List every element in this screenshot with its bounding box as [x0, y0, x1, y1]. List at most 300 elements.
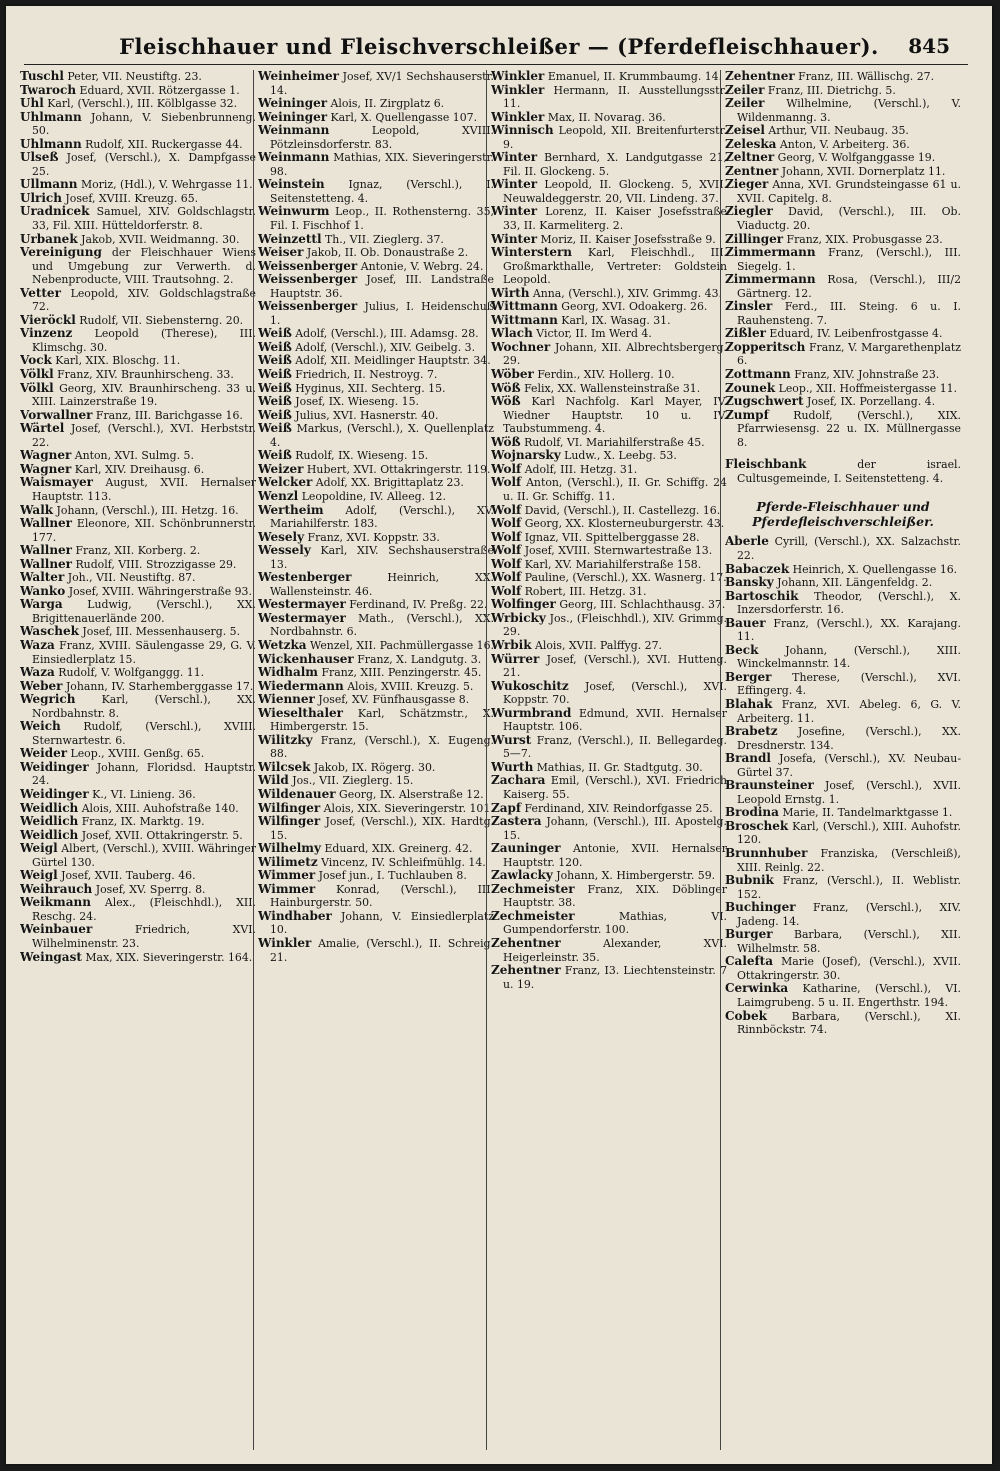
entry-surname: Wöß — [491, 394, 521, 409]
entry-surname: Ullmann — [20, 177, 78, 192]
entry-surname: Wild — [258, 773, 289, 788]
entry-surname: Zieger — [725, 177, 769, 192]
entry-details: Josefa, (Verschl.), XV. Neubau-Gürtel 37. — [737, 752, 961, 779]
entry-surname: Windhaber — [258, 908, 332, 923]
entry-details: Alois, XIII. Auhofstraße 140. — [78, 801, 239, 815]
directory-entry — [20, 84, 256, 98]
directory-entry — [258, 97, 494, 111]
directory-entry — [725, 725, 961, 752]
column-4 — [725, 70, 961, 1458]
directory-entry — [258, 693, 494, 707]
entry-surname: Wagner — [20, 461, 72, 476]
entry-details: Jakob, IX. Rögerg. 30. — [310, 760, 436, 774]
directory-entry — [491, 558, 727, 572]
column-divider — [253, 70, 254, 1450]
entry-details: Karl, XV. Mariahilferstraße 158. — [521, 557, 702, 571]
directory-entry — [725, 395, 961, 409]
directory-entry — [491, 585, 727, 599]
entry-details: Pauline, (Verschl.), XX. Wasnerg. 17. — [521, 571, 727, 585]
entry-surname: Zapf — [491, 800, 522, 815]
entry-surname: Wöber — [491, 367, 534, 382]
directory-entry — [491, 395, 727, 436]
directory-entry — [20, 585, 256, 599]
entry-details: Karl, XIV. Dreihausg. 6. — [71, 462, 205, 476]
entry-details: Adolf, (Verschl.), XV. Mariahilferstr. 183. — [270, 503, 494, 531]
directory-entry — [258, 246, 494, 260]
directory-entry — [725, 820, 961, 847]
entry-surname: Aberle — [725, 534, 769, 549]
directory-entry — [258, 869, 494, 883]
directory-entry — [258, 653, 494, 667]
directory-entry — [491, 70, 727, 84]
directory-entry — [491, 842, 727, 869]
entry-details: Leop., XII. Hoffmeistergasse 11. — [775, 381, 958, 395]
directory-entry — [258, 409, 494, 423]
directory-entry — [725, 300, 961, 327]
entry-surname: Brandl — [725, 751, 771, 766]
entry-surname: Weidinger — [20, 786, 89, 801]
directory-entry — [725, 671, 961, 698]
directory-entry — [20, 842, 256, 869]
entry-details: Franz, XVIII. Säulengasse 29, G. V. Einsiedlerplatz 15. — [32, 638, 256, 666]
entry-surname: Wallner — [20, 516, 73, 531]
entry-surname: Zauninger — [491, 841, 561, 856]
entry-surname: Wlach — [491, 326, 533, 341]
entry-surname: Zehentner — [491, 936, 561, 950]
entry-details: Johann, IV. Starhemberggasse 17. — [62, 679, 254, 693]
entry-details: Peter, VII. Neustiftg. 23. — [63, 70, 202, 83]
entry-surname: Ziegler — [725, 204, 773, 219]
entry-surname: Broschek — [725, 818, 789, 833]
entry-surname: Weiß — [258, 367, 292, 382]
entry-surname: Wolf — [491, 583, 522, 598]
directory-entry — [491, 382, 727, 396]
entry-surname: Wilfinger — [258, 814, 321, 829]
directory-entry — [725, 458, 961, 485]
entry-surname: Waza — [20, 665, 55, 680]
entry-surname: Uhlmann — [20, 136, 82, 151]
entry-details: Rudolf, VIII. Strozzigasse 29. — [72, 557, 237, 571]
entry-surname: Weider — [20, 746, 68, 761]
entry-details: Wilhelmine, (Verschl.), V. Wildenmanng. 3. — [737, 97, 961, 124]
entry-surname: Wurst — [491, 732, 532, 747]
directory-entry — [491, 639, 727, 653]
entry-details: Ignaz, (Verschl.), I. Seitenstetteng. 4. — [270, 178, 494, 205]
entry-surname: Babaczek — [725, 561, 790, 576]
directory-entry — [20, 409, 256, 423]
directory-entry — [258, 111, 494, 125]
directory-entry — [725, 382, 961, 396]
directory-entry — [258, 449, 494, 463]
directory-entry — [491, 544, 727, 558]
header-rule — [24, 64, 968, 65]
directory-entry — [258, 205, 494, 232]
directory-entry — [491, 246, 727, 287]
entry-details: Rudolf, XII. Ruckergasse 44. — [81, 137, 243, 151]
entry-surname: Wurmbrand — [491, 705, 572, 720]
entry-surname: Weihrauch — [20, 881, 93, 896]
entry-surname: Weidinger — [20, 759, 89, 774]
entry-details: Adolf, XII. Meidlinger Hauptstr. 34. — [291, 354, 491, 368]
directory-entry — [725, 535, 961, 562]
entry-surname: Weidlich — [20, 800, 79, 815]
directory-entry — [258, 639, 494, 653]
directory-entry — [725, 341, 961, 368]
directory-entry — [725, 205, 961, 232]
entry-surname: Urbanek — [20, 231, 78, 246]
entry-surname: Vock — [20, 353, 52, 368]
entry-surname: Brabetz — [725, 724, 778, 739]
directory-entry — [258, 680, 494, 694]
entry-surname: Uhl — [20, 96, 44, 111]
directory-entry — [20, 517, 256, 544]
directory-entry — [258, 260, 494, 274]
entry-surname: Brodina — [725, 805, 779, 820]
entry-surname: Winter — [491, 204, 538, 219]
directory-entry — [20, 70, 256, 84]
entry-details: Franz, XIV. Johnstraße 23. — [790, 368, 940, 382]
entry-details: Alex., (Fleischhdl.), XII. Reschg. 24. — [32, 896, 256, 923]
entry-details: Emanuel, II. Krummbaumg. 14. — [544, 70, 723, 83]
directory-entry — [258, 354, 494, 368]
directory-entry — [725, 368, 961, 382]
entry-details: Georg, IX. Alserstraße 12. — [335, 787, 484, 801]
entry-surname: Fleischbank — [725, 457, 807, 472]
entry-surname: Calefta — [725, 954, 773, 969]
entry-details: Eduard, IV. Leibenfrostgasse 4. — [765, 327, 943, 341]
directory-entry — [20, 111, 256, 138]
entry-surname: Ulrich — [20, 190, 62, 205]
directory-entry — [725, 644, 961, 671]
entry-details: Franz, (Verschl.), XX. Karajang. 11. — [737, 616, 961, 644]
directory-entry — [491, 504, 727, 518]
directory-entry — [725, 928, 961, 955]
entry-details: Friedrich, II. Nestroyg. 7. — [291, 368, 438, 382]
entry-details: Hyginus, XII. Sechterg. 15. — [291, 381, 446, 395]
entry-details: Josef, XVIII. Kreuzg. 65. — [61, 191, 199, 205]
entry-details: Franz, XIX. Döblinger Hauptstr. 38. — [503, 882, 727, 910]
entry-surname: Zeleska — [725, 136, 777, 151]
directory-entry — [258, 395, 494, 409]
directory-entry — [258, 151, 494, 178]
entry-surname: Wertheim — [258, 502, 324, 517]
entry-details: Heinrich, X. Quellengasse 16. — [789, 562, 958, 576]
entry-surname: Braunsteiner — [725, 778, 814, 793]
entry-surname: Wolf — [491, 475, 522, 490]
entry-details: der israel. Cultusgemeinde, I. Seitenstetteng. 4. — [737, 458, 961, 485]
directory-entry — [258, 233, 494, 247]
entry-surname: Zeiler — [725, 96, 765, 111]
entry-details: Lorenz, II. Kaiser Josefsstraße 33, II. Karmeliterg. 2. — [503, 205, 727, 233]
entry-surname: Völkl — [20, 367, 54, 382]
entry-surname: Weininger — [258, 96, 328, 111]
column-2 — [258, 70, 494, 1458]
directory-entry — [258, 910, 494, 937]
entry-surname: Zimmermann — [725, 245, 816, 260]
entry-details: Leopold, XIV. Goldschlagstraße 72. — [32, 286, 256, 314]
entry-surname: Wolf — [491, 502, 522, 517]
directory-entry — [258, 761, 494, 775]
directory-entry — [258, 273, 494, 300]
entry-details: Karl, Schätzmstr., X. Himbergerstr. 15. — [270, 706, 494, 734]
directory-entry — [258, 341, 494, 355]
entry-details: Johann, XVII. Dornerplatz 11. — [778, 164, 946, 178]
entry-surname: Cerwinka — [725, 981, 789, 996]
entry-surname: Bauer — [725, 615, 766, 630]
directory-entry — [258, 815, 494, 842]
entry-surname: Westermayer — [258, 610, 346, 625]
entry-surname: Wetzka — [258, 637, 307, 652]
entry-details: Moriz, II. Kaiser Josefsstraße 9. — [537, 232, 716, 246]
entry-details: Heinrich, XX. Wallensteinstr. 46. — [270, 571, 494, 598]
directory-entry — [725, 178, 961, 205]
directory-entry — [258, 612, 494, 639]
directory-entry — [491, 84, 727, 111]
entry-details: Theodor, (Verschl.), X. Inzersdorferstr. 16. — [737, 589, 961, 617]
entry-details: Max, XIX. Sieveringerstr. 164. — [81, 950, 253, 964]
entry-details: Franz, I3. Liechtensteinstr. 7 u. 19. — [503, 964, 727, 991]
entry-details: Karl, Fleischhdl., III. Großmarkthalle, Vertreter: Goldstein Leopold. — [503, 246, 727, 287]
directory-entry — [491, 205, 727, 232]
entry-details: Johann, X. Himbergerstr. 59. — [552, 869, 716, 883]
entry-details: Johann, (Verschl.), III. Hetzg. 16. — [53, 503, 239, 517]
directory-entry — [725, 165, 961, 179]
entry-details: Josef, XV/1 Sechshauserstr. 14. — [270, 70, 494, 97]
entry-surname: Wojnarsky — [491, 448, 561, 463]
directory-entry — [491, 815, 727, 842]
entry-details: David, (Verschl.), II. Castellezg. 16. — [521, 503, 721, 517]
entry-surname: Würrer — [491, 651, 540, 666]
directory-entry — [258, 368, 494, 382]
directory-entry — [20, 246, 256, 287]
directory-entry — [258, 883, 494, 910]
entry-details: Leopoldine, IV. Alleeg. 12. — [298, 489, 446, 503]
entry-surname: Weikmann — [20, 895, 91, 910]
entry-surname: Wessely — [258, 543, 311, 558]
directory-entry — [20, 761, 256, 788]
entry-details: Eduard, XVII. Rötzergasse 1. — [76, 83, 240, 97]
directory-entry — [20, 178, 256, 192]
entry-surname: Zehentner — [725, 70, 795, 83]
entry-details: Alois, XIX. Sieveringerstr. 101. — [320, 801, 494, 815]
entry-details: Marie (Josef), (Verschl.), XVII. Ottakringerstr. 30. — [737, 955, 961, 982]
entry-surname: Weininger — [258, 109, 328, 124]
entry-surname: Wegrich — [20, 692, 76, 707]
directory-entry — [258, 531, 494, 545]
entry-surname: Wolf — [491, 516, 522, 531]
directory-entry — [491, 300, 727, 314]
entry-details: Bernhard, X. Landgutgasse 21, Fil. II. Glockeng. 5. — [503, 151, 727, 178]
entry-details: Josef, IX. Wieseng. 15. — [291, 395, 419, 409]
entry-surname: Zastera — [491, 814, 542, 829]
directory-entry — [258, 774, 494, 788]
entry-details: Karl, XIX. Bloschg. 11. — [51, 354, 181, 368]
directory-entry — [725, 246, 961, 273]
directory-entry — [491, 341, 727, 368]
directory-entry — [20, 951, 256, 965]
directory-entry — [20, 598, 256, 625]
entry-surname: Wimmer — [258, 881, 316, 896]
directory-entry — [20, 368, 256, 382]
entry-details: Franz, XIX. Probusgasse 23. — [783, 232, 943, 246]
entry-surname: Vinzenz — [20, 326, 73, 341]
entry-details: Barbara, (Verschl.), XI. Rinnböckstr. 74. — [737, 1009, 961, 1037]
entry-surname: Zimmermann — [725, 272, 816, 287]
entry-details: Anton, (Verschl.), II. Gr. Schiffg. 24 u. II. Gr. Schiffg. 11. — [503, 476, 727, 503]
entry-details: Julius, XVI. Hasnerstr. 40. — [291, 408, 439, 422]
entry-surname: Wilimetz — [258, 854, 318, 869]
directory-entry — [258, 707, 494, 734]
entry-surname: Weiß — [258, 353, 292, 368]
entry-details: Rudolf, VII. Siebensterng. 20. — [75, 313, 244, 327]
directory-entry — [20, 504, 256, 518]
directory-entry — [491, 774, 727, 801]
directory-entry — [20, 869, 256, 883]
directory-entry — [725, 698, 961, 725]
entry-surname: Waschek — [20, 624, 79, 639]
entry-details: Franz, IX. Marktg. 19. — [78, 815, 205, 829]
entry-details: Adolf, III. Hetzg. 31. — [521, 462, 638, 476]
entry-details: Katharine, (Verschl.), VI. Laimgrubeng. 5 u. II. Engerthstr. 194. — [737, 982, 961, 1009]
entry-details: Franz, XIII. Penzingerstr. 45. — [317, 666, 482, 680]
entry-details: Eduard, XIX. Greinerg. 42. — [320, 842, 473, 856]
directory-entry — [491, 531, 727, 545]
entry-details: Leopold, XVIII. Pötzleinsdorferstr. 83. — [270, 124, 494, 151]
directory-entry — [20, 815, 256, 829]
entry-surname: Berger — [725, 669, 772, 684]
entry-details: Cyrill, (Verschl.), XX. Salzachstr. 22. — [737, 535, 961, 562]
entry-details: Rudolf, V. Wolfganggg. 11. — [54, 666, 205, 680]
entry-surname: Weinzettl — [258, 231, 322, 246]
entry-surname: Wolf — [491, 461, 522, 476]
directory-entry — [491, 598, 727, 612]
directory-page — [6, 6, 992, 1464]
directory-entry — [491, 653, 727, 680]
entry-surname: Weingast — [20, 949, 82, 964]
entry-surname: Zugschwert — [725, 394, 804, 409]
entry-details: Anna, (Verschl.), XIV. Grimmg. 43. — [529, 286, 722, 300]
directory-entry — [20, 571, 256, 585]
page-header — [6, 34, 992, 68]
directory-entry — [20, 896, 256, 923]
directory-entry — [20, 463, 256, 477]
entry-details: Mathias, II. Gr. Stadtgutg. 30. — [533, 760, 703, 774]
entry-details: Franz, V. Margarethenplatz 6. — [737, 340, 961, 368]
entry-details: Franz, XIV. Braunhirscheng. 33. — [53, 368, 234, 382]
entry-details: Jos., VII. Zieglerg. 15. — [288, 774, 414, 788]
entry-details: Josef, (Verschl.), XVI. Koppstr. 70. — [503, 679, 727, 707]
directory-entry — [491, 476, 727, 503]
entry-surname: Wesely — [258, 529, 305, 544]
directory-entry — [20, 382, 256, 409]
directory-entry — [725, 327, 961, 341]
entry-surname: Wilitzky — [258, 732, 313, 747]
entry-surname: Weiß — [258, 394, 292, 409]
entry-surname: Winkler — [491, 70, 545, 83]
entry-details: Alois, II. Zirgplatz 6. — [327, 97, 445, 111]
entry-details: Leopold (Therese), III. Klimschg. 30. — [32, 327, 256, 354]
directory-entry — [20, 666, 256, 680]
directory-entry — [725, 97, 961, 124]
directory-entry — [20, 639, 256, 666]
entry-details: Franz, III. Barichgasse 16. — [92, 408, 243, 422]
entry-details: Josef, XVII. Tauberg. 46. — [57, 869, 196, 883]
entry-details: Friedrich, XVI. Wilhelminenstr. 23. — [32, 923, 256, 950]
entry-details: Ferdinand, IV. Preßg. 22. — [345, 598, 488, 612]
directory-entry — [725, 124, 961, 138]
entry-details: Josefine, (Verschl.), XX. Dresdnerstr. 134. — [737, 725, 961, 752]
entry-surname: Weigl — [20, 868, 58, 883]
entry-details: Franz, (Verschl.), II. Bellegardeg. 5—7. — [503, 733, 727, 761]
directory-entry — [258, 178, 494, 205]
page-number: 845 — [908, 34, 950, 58]
entry-details: der Fleischhauer Wiens und Umgebung zur Verwerth. d. Nebenproducte, VIII. Trautsohng. 2. — [32, 246, 256, 287]
entry-details: Joh., VII. Neustiftg. 87. — [64, 571, 196, 585]
entry-surname: Weiß — [258, 380, 292, 395]
entry-surname: Winter — [491, 150, 538, 165]
entry-details: Josef, XVIII. Sternwartestraße 13. — [521, 544, 713, 558]
entry-details: Alexander, XVI. Heigerleinstr. 35. — [503, 937, 727, 964]
directory-entry — [20, 476, 256, 503]
directory-entry — [20, 693, 256, 720]
entry-details: Emil, (Verschl.), XVI. Friedrich Kaiserg. 55. — [503, 774, 727, 801]
directory-entry — [725, 70, 961, 84]
directory-entry — [20, 544, 256, 558]
entry-details: Franz, III. Wällischg. 27. — [794, 70, 935, 83]
entry-details: Rudolf, IX. Wieseng. 15. — [291, 449, 429, 463]
entry-surname: Wenzl — [258, 488, 299, 503]
entry-surname: Weinwurm — [258, 204, 330, 219]
entry-details: Karl, (Verschl.), III. Kölblgasse 32. — [43, 97, 238, 111]
directory-entry — [258, 476, 494, 490]
entry-surname: Weinmann — [258, 123, 330, 138]
entry-details: Rudolf, (Verschl.), XIX. Pfarrwiesensg. 22 u. IX. Müllnergasse 8. — [737, 408, 961, 449]
entry-surname: Wärtel — [20, 421, 65, 436]
directory-entry — [491, 287, 727, 301]
page-title: Fleischhauer und Fleischverschleißer — (Pferdefleischhauer). — [119, 34, 879, 59]
entry-details: Marie, II. Tandelmarktgasse 1. — [778, 806, 953, 820]
directory-entry — [725, 233, 961, 247]
entry-surname: Weigl — [20, 841, 58, 856]
entry-details: Anton, XVI. Sulmg. 5. — [71, 449, 194, 463]
directory-entry — [491, 612, 727, 639]
entry-details: Karl, (Verschl.), XIII. Auhofstr. 120. — [737, 819, 961, 847]
entry-details: Georg, V. Wolfganggasse 19. — [774, 151, 936, 165]
entry-details: Josef, IX. Porzellang. 4. — [803, 395, 936, 409]
entry-details: Amalie, (Verschl.), II. Schreig. 21. — [270, 937, 494, 964]
directory-entry — [20, 327, 256, 354]
directory-entry — [258, 802, 494, 816]
entry-details: Antonie, XVII. Hernalser Hauptstr. 120. — [503, 842, 727, 869]
entry-surname: Wilcsek — [258, 759, 311, 774]
entry-surname: Vieröckl — [20, 312, 76, 327]
entry-surname: Weiß — [258, 407, 292, 422]
entry-surname: Zawlacky — [491, 868, 553, 883]
entry-details: Anna, XVI. Grundsteingasse 61 u. XVII. Capitelg. 8. — [737, 178, 961, 205]
entry-surname: Wochner — [491, 339, 551, 354]
directory-entry — [258, 788, 494, 802]
directory-entry — [491, 869, 727, 883]
directory-entry — [20, 680, 256, 694]
entry-details: Th., VII. Zieglerg. 37. — [321, 232, 444, 246]
entry-surname: Winter — [491, 177, 538, 192]
entry-details: Josef, XV. Sperrg. 8. — [92, 882, 206, 896]
entry-surname: Winterstern — [491, 245, 573, 260]
directory-entry — [258, 598, 494, 612]
entry-details: Hermann, II. Ausstellungsstr. 11. — [503, 83, 727, 111]
directory-entry — [491, 151, 727, 178]
column-1 — [20, 70, 256, 1458]
